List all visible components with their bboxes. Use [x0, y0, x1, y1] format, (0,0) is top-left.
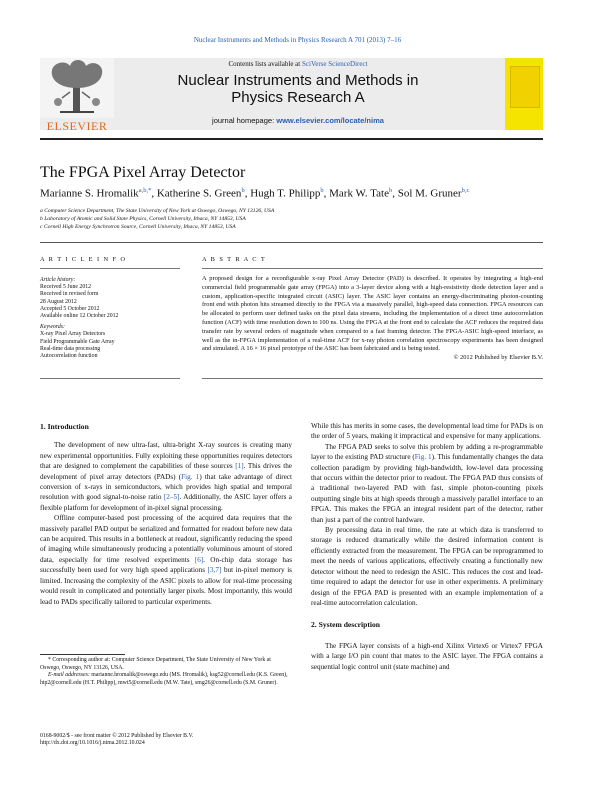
- abstract-rule: [202, 268, 543, 269]
- text-run: . On-chip data storage has successfully been used for very high speed applications: [40, 555, 292, 575]
- email-addresses: [40, 672, 290, 687]
- cover-artwork: [510, 66, 540, 108]
- homepage-link[interactable]: www.elsevier.com/locate/nima: [276, 116, 384, 125]
- journal-cover-thumbnail: [505, 58, 543, 130]
- affiliation-b: b Laboratory of Atomic and Solid State Physics, Cornell University, Ithaca, NY 14853, USA: [40, 216, 246, 222]
- author-affiliation-mark[interactable]: b,c: [461, 187, 470, 194]
- citation-link[interactable]: [3,7]: [207, 566, 222, 575]
- abstract-text: A proposed design for a reconfigurable x-ray Pixel Array Detector (PAD) is described. It operates by integrating a high-end commercial field programmable gate array (FPGA) into a 3-layer device along with a high-resistivity diode detection layer and a custom, application-specific integrated circuit (ASIC) layer. The ASIC layer contains an energy-discriminating photon-counting front end with photon hits streamed directly to the FPGA via a massively parallel, high-speed data connection. FPGA resources can be allocated to perform user defined tasks on the pixel data streams, including the implementation of a direct time autocorrelation function (ACF) with time resolution down to 100 ns. Using the FPGA at the front end to calculate the ACF reduces the required data transfer rate by several orders of magnitude when compared to a fast framing detector. The FPGA-ASIC high-speed interface, as well as the in-FPGA implementation of a real-time ACF for x-ray photon correlation spectroscopy experiments has been designed and simulated. A 16 × 16 pixel prototype of the ASIC has been fabricated and is being tested.: [202, 275, 543, 353]
- right-column: [311, 421, 543, 672]
- citation-link[interactable]: [1]: [235, 462, 244, 471]
- history-item: 28 August 2012: [40, 298, 77, 305]
- abstract-heading: A B S T R A C T: [202, 256, 267, 263]
- email-list[interactable]: marianne.hromalik@oswego.edu (MS. Hromalik), ksg52@cornell.edu (K.S. Green), htp2@cornell.edu (H.T. Philipp), mwt5@cornell.edu (M.W. Tate), smg26@cornell.edu (S.M. Gruner).: [40, 672, 288, 686]
- paper-title: The FPGA Pixel Array Detector: [40, 164, 246, 181]
- history-item: Accepted 5 October 2012: [40, 305, 100, 312]
- text-run: . This drives the development of pixel array detectors (PADs) (: [40, 462, 292, 481]
- article-info-heading: A R T I C L E I N F O: [40, 256, 127, 263]
- section-heading: 2. System description: [311, 620, 380, 630]
- sciencedirect-link[interactable]: SciVerse ScienceDirect: [302, 60, 368, 68]
- keyword: Autocorrelation function: [40, 353, 98, 360]
- copyright: © 2012 Published by Elsevier B.V.: [453, 354, 543, 362]
- doi-link[interactable]: http://dx.doi.org/10.1016/j.nima.2012.10.024: [40, 740, 145, 747]
- text-run: The FPGA PAD seeks to solve this problem by adding a re-programmable layer to the existing PAD structure (: [311, 442, 543, 462]
- text-run: . Additionally, the ASIC layer offers a flexible platform for development of in-pixel signal processing.: [40, 493, 292, 512]
- paragraph: By processing data in real time, the rate at which data is transferred to storage is reduced dramatically while the desired information content is efficiently extracted from the measurement. The FPGA can be reprogrammed to meet the needs of various applications, effectively creating a functionally new detector without the need to redesign the ASIC. This reduces the cost and lead-time required to adapt the detector for use in other experiments. A preliminary design of the FPGA PAD is presented with an example implementation of a real-time autocorrelation calculation.: [311, 526, 543, 607]
- author-affiliation-mark[interactable]: b: [241, 187, 245, 194]
- journal-homepage: [120, 116, 476, 125]
- keywords-label: Keywords:: [40, 324, 65, 331]
- journal-title: [120, 72, 476, 106]
- contents-prefix: Contents lists available at: [228, 60, 302, 68]
- text-run: ). This fundamentally changes the data collection paradigm by providing high-bandwidth, low-level data processing that occurs within the detector prior to readout. The FPGA PAD thus consists of a traditional two-layered PAD with fast, simple photon-counting pixels outputting single bits at high speeds through a massively parallel interface to an FPGA. This makes the FPGA an integral resident part of the detector, rather than just a part of the control hardware.: [311, 453, 543, 524]
- left-column: [40, 422, 292, 607]
- issn-line: 0168-9002/$ - see front matter © 2012 Published by Elsevier B.V.: [40, 733, 194, 739]
- journal-title-line1: Nuclear Instruments and Methods in: [177, 72, 419, 89]
- corresponding-author-note: * Corresponding author at: Computer Science Department, The State University of New York at Oswego, Oswego, NY 13126, USA.: [40, 657, 271, 671]
- section-heading: 1. Introduction: [40, 422, 89, 431]
- author-name: Sol M. Gruner: [397, 187, 462, 200]
- keyword: X-ray Pixel Array Detectors: [40, 331, 106, 338]
- text-run: but in-pixel memory is limited. Increasing the complexity of the ASIC pixels to allow for real-time processing would result in complicated and potentially larger pixels. Most importantly, this would lead to PADs specifically tailored to particular experiments.: [40, 566, 292, 606]
- text-run: ) that take advantage of direct conversion of x-rays in semiconductors, which provides high spatial and temporal resolution with good signal-to-noise ratio: [40, 472, 292, 502]
- author-affiliation-mark[interactable]: b: [388, 187, 393, 194]
- abstract: [202, 275, 543, 363]
- abstract-bottom-rule: [202, 378, 543, 379]
- keyword: Real-time data processing: [40, 345, 101, 352]
- footnote-rule: [40, 654, 125, 655]
- keyword: Field Programmable Gate Array: [40, 338, 115, 345]
- citation-link[interactable]: [6]: [194, 555, 204, 564]
- text-run: The development of new ultra-fast, ultra-bright X-ray sources is creating many new experimental opportunities. Fully exploiting these opportunities requires detectors that are designed to complement the capabilities of these sources: [40, 441, 292, 471]
- contents-line: [120, 60, 476, 68]
- figure-link[interactable]: Fig. 1: [414, 453, 432, 462]
- author-affiliation-mark[interactable]: b: [320, 187, 324, 194]
- journal-reference[interactable]: Nuclear Instruments and Methods in Physics Research A 701 (2013) 7–16: [193, 36, 402, 44]
- author-name: Mark W. Tate: [329, 187, 389, 200]
- text-run: Offline computer-based post processing of the acquired data requires that the massively parallel PAD output be serialized and formatted for readout before new data can be acquired. This results in a bottleneck at readout, significantly reducing the speed of imaging while simultaneously producing a potentially voluminous amount of stored data, especially for time resolved experiments: [40, 514, 292, 564]
- author-name: Marianne S. Hromalik: [40, 187, 139, 200]
- history-label: Article history:: [40, 277, 76, 283]
- paragraph: The FPGA layer consists of a high-end Xilinx Virtex6 or Virtex7 FPGA with a large I/O pin count that mates to the ASIC layer. The FPGA contains a sequential logic control unit (state machine) and: [311, 641, 543, 671]
- paragraph: [40, 513, 292, 607]
- paragraph: While this has merits in some cases, the developmental lead time for PADs is on the order of 5 years, making it impractical and expensive for many applications.: [311, 422, 543, 441]
- history-item: Available online 12 October 2012: [40, 313, 119, 320]
- article-info: [40, 277, 180, 360]
- section-rule: [40, 242, 543, 243]
- paragraph: [311, 442, 543, 525]
- figure-link[interactable]: Fig. 1: [181, 472, 200, 481]
- history-item: Received 5 June 2012: [40, 284, 92, 291]
- citation-link[interactable]: [2–5]: [163, 493, 180, 502]
- email-label: E-mail addresses:: [48, 672, 90, 679]
- paragraph: [40, 440, 292, 513]
- journal-title-line2: Physics Research A: [231, 89, 365, 106]
- author-affiliation-mark[interactable]: a,b,*: [138, 187, 152, 194]
- affiliation-c: c Cornell High Energy Synchrotron Source, Cornell University, Ithaca, NY 14853, USA: [40, 224, 236, 230]
- history-item: Received in revised form: [40, 291, 99, 298]
- footnotes: [40, 657, 290, 687]
- author-name: Katherine S. Green: [156, 187, 242, 200]
- front-matter: [40, 733, 290, 747]
- author-list: Marianne S. Hromalik$^{a,b,*}$, Katherine S. Green$^b$, Hugh T. Philipp$^b$, Mark W. Tate$^b$, Sol M. Gruner$^{b,c}$: [40, 187, 470, 200]
- header-rule: [40, 138, 543, 140]
- publisher-wordmark: ELSEVIER: [46, 119, 108, 133]
- author-name: Hugh T. Philipp: [250, 187, 321, 200]
- homepage-prefix: journal homepage:: [212, 116, 277, 125]
- article-info-rule: [40, 268, 180, 269]
- article-info-bottom-rule: [40, 378, 180, 379]
- affiliation-a: a Computer Science Department, The State University of New York at Oswego, Oswego, NY 13126, USA: [40, 208, 275, 214]
